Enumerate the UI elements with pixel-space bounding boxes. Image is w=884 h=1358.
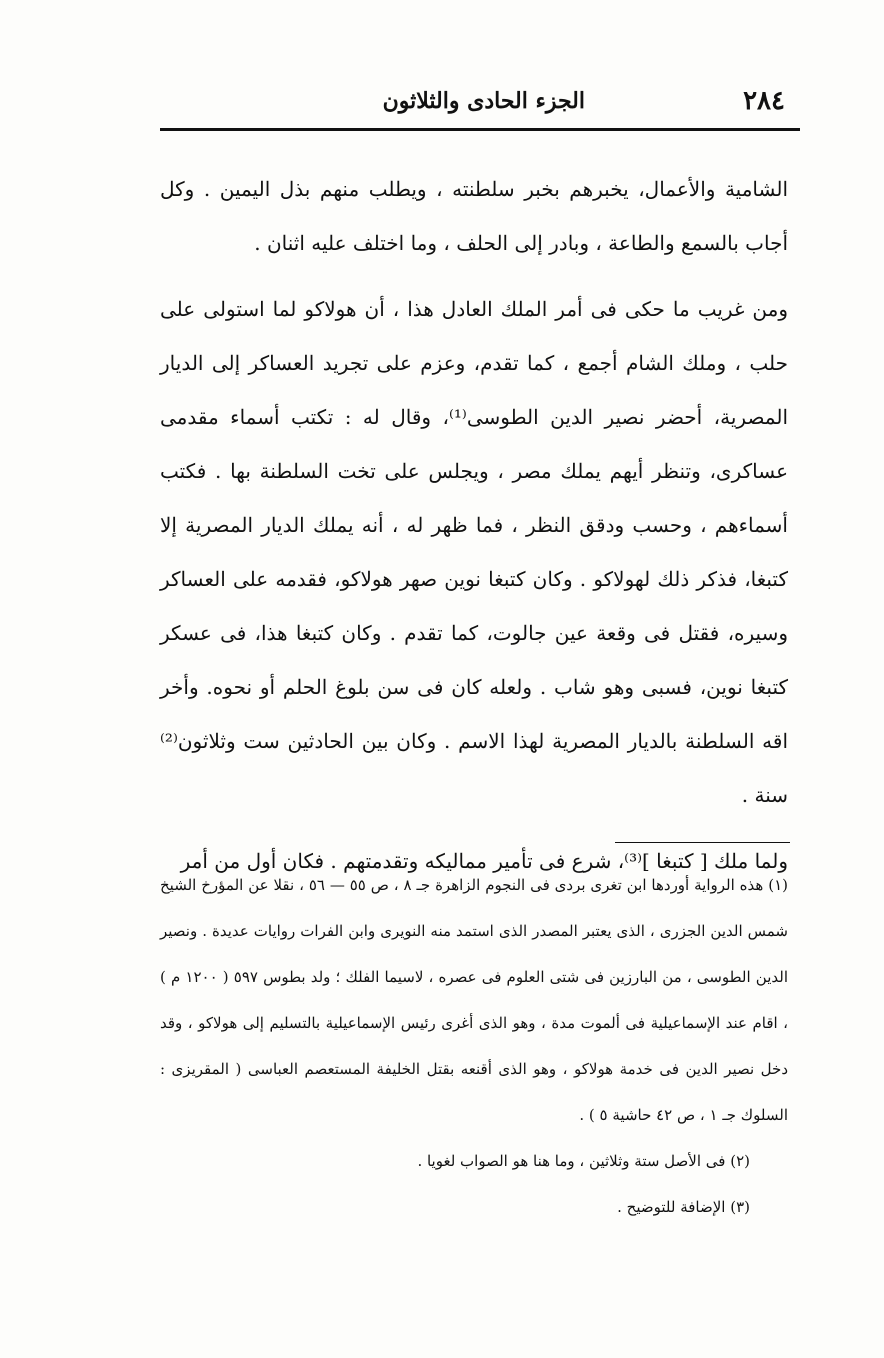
paragraph-2: ومن غريب ما حكى فى أمر الملك العادل هذا ، أن هولاكو لما استولى على حلب ، وملك الشام أجمع ، كما تقدم، وعزم على تجريد العساكر إلى الديار المصرية، أحضر نصير الدين الطوسى⁽¹⁾، وقال له : تكتب أسماء مقدمى عساكرى، وتنظر أيهم يملك مصر ، ويجلس على تخت السلطنة بها . فكتب أسماءهم ، وحسب ودقق النظر ، فما ظهر له ، أنه يملك الديار المصرية إلا كتبغا، فذكر ذلك لهولاكو . وكان كتبغا نوين صهر هولاكو، فقدمه على العساكر وسيره، فقتل فى وقعة عين جالوت، كما تقدم . وكان كتبغا هذا، فى عسكر كتبغا نوين، فسبى وهو شاب . ولعله كان فى سن بلوغ الحلم أو نحوه. وأخر اقه السلطنة بالديار المصرية لهذا الاسم . وكان بين الحادثين ست وثلاثون⁽²⁾ سنة . xyxy=(160,297,789,807)
footnote-3: (٣) الإضافة للتوضيح . xyxy=(617,1198,750,1216)
footnote-1: (١) هذه الرواية أوردها ابن تغرى بردى فى النجوم الزاهرة جـ ٨ ، ص ٥٥ — ٥٦ ، نقلا عن المؤرخ الشيخ شمس الدين الجزرى ، الذى يعتبر المصدر الذى استمد منه النويرى وابن الفرات روايات عديدة . ونصير الدين الطوسى ، من البارزين فى شتى العلوم فى عصره ، لاسيما الفلك ؛ ولد بطوس ٥٩٧ ( ١٢٠٠ م ) ، اقام عند الإسماعيلية فى ألموت مدة ، وهو الذى أغرى رئيس الإسماعيلية بالتسليم إلى هولاكو ، وقد دخل نصير الدين فى خدمة هولاكو ، وهو الذى أقنعه بقتل الخليفة المستعصم العباسى ( المقريزى : السلوك جـ ١ ، ص ٤٢ حاشية ٥ ) . xyxy=(160,876,788,1124)
page-header xyxy=(160,82,795,122)
paragraph-3: ولما ملك [ كتبغا ]⁽³⁾، شرع فى تأمير مماليكه وتقدمتهم . فكان أول من أمر xyxy=(180,849,788,873)
footnote-2: (٢) فى الأصل ستة وثلاثين ، وما هنا هو الصواب لغويا . xyxy=(417,1152,750,1170)
page-number: ٢٨٤ xyxy=(743,86,785,116)
main-text xyxy=(160,162,788,888)
footnotes xyxy=(160,862,788,1230)
footnote-separator xyxy=(615,842,790,843)
header-rule xyxy=(160,128,800,131)
running-title: الجزء الحادى والثلاثون xyxy=(382,88,585,114)
paragraph-1: الشامية والأعمال، يخبرهم بخبر سلطنته ، ويطلب منهم بذل اليمين . وكل أجاب بالسمع والطاعة ، وبادر إلى الحلف ، وما اختلف عليه اثنان . xyxy=(160,177,788,255)
